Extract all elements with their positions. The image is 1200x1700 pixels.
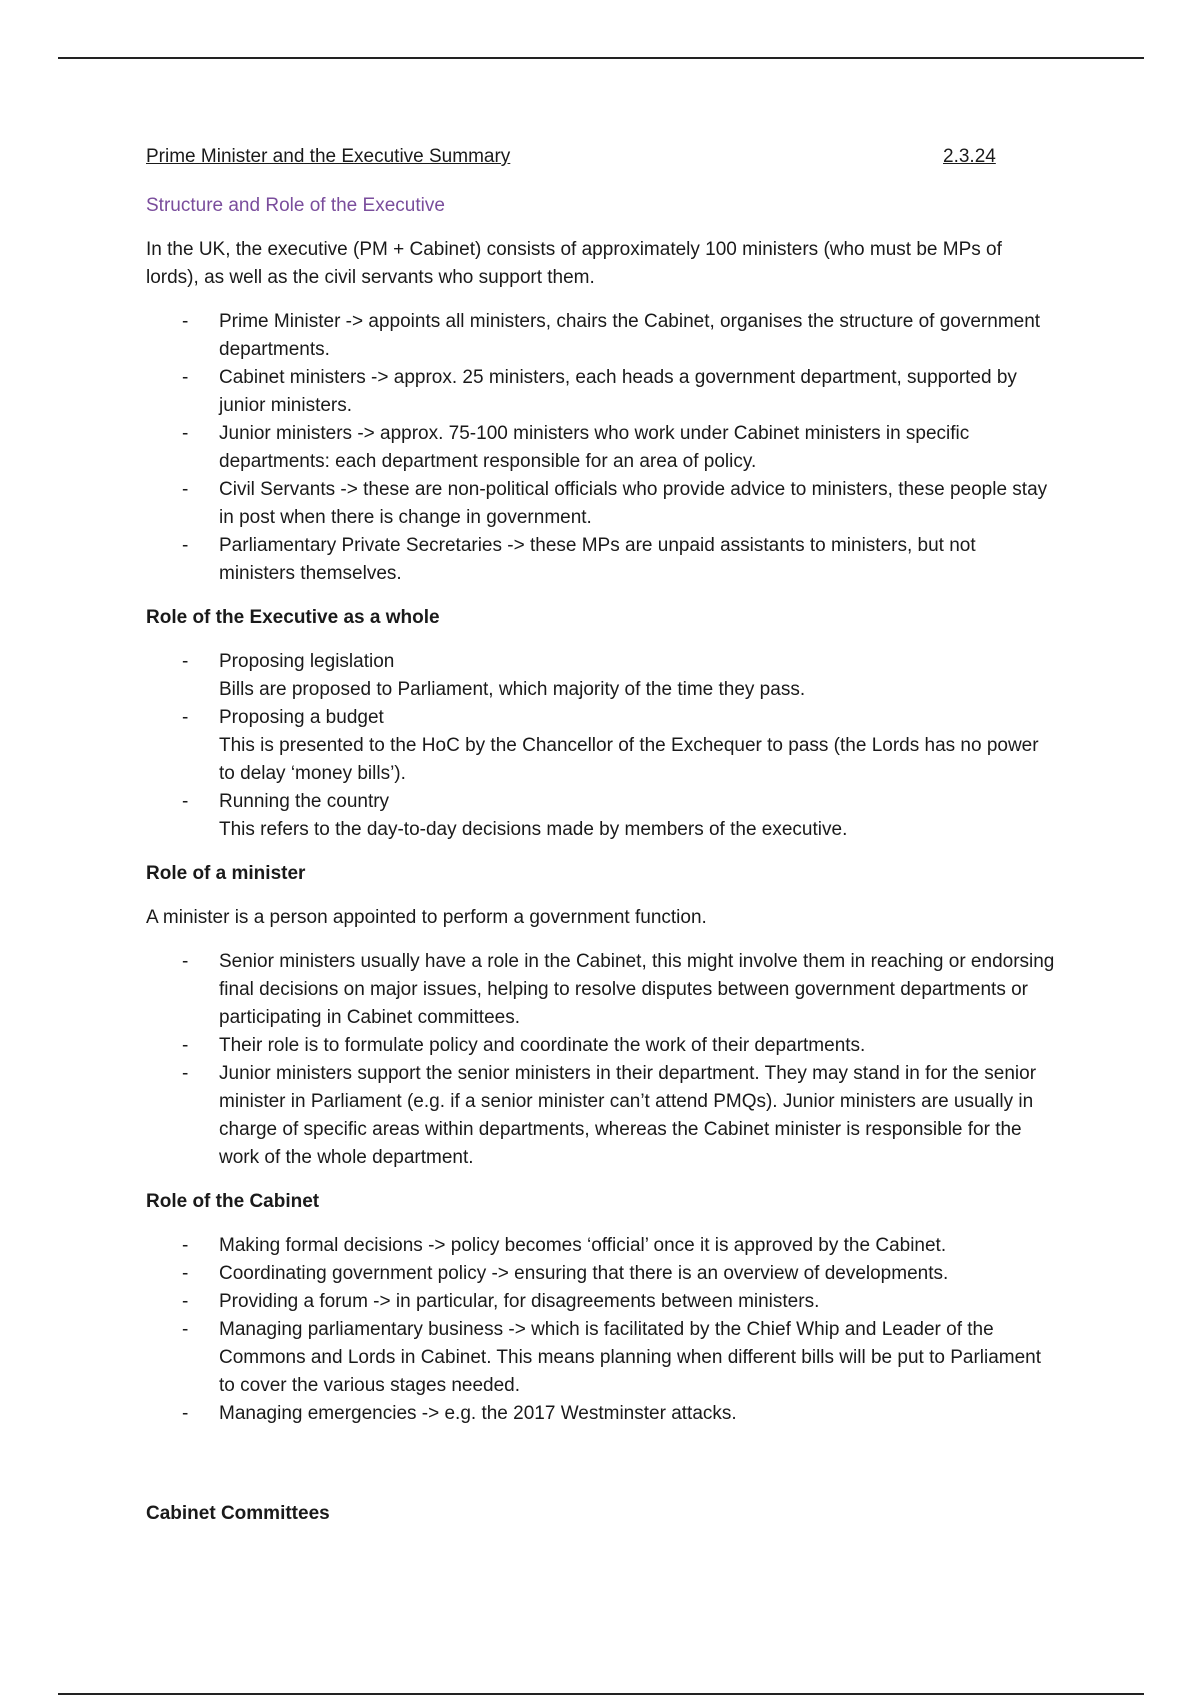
list-item-text: Prime Minister -> appoints all ministers, chairs the Cabinet, organises the structure of government departments.	[219, 311, 1041, 360]
list-item-text: Parliamentary Private Secretaries -> these MPs are unpaid assistants to ministers, but not ministers themselves.	[219, 535, 976, 584]
list-item-text: Managing parliamentary business -> which is facilitated by the Chief Whip and Leader of the Commons and Lords in Cabinet. This means planning when different bills will be put to Parliament to cover the various stages needed.	[219, 1319, 1042, 1396]
list-item-title: Proposing a budget	[219, 707, 384, 728]
list-item	[146, 648, 1056, 704]
page-title: Prime Minister and the Executive Summary	[146, 146, 511, 167]
list-item-detail: Bills are proposed to Parliament, which majority of the time they pass.	[219, 679, 806, 700]
intro-paragraph: In the UK, the executive (PM + Cabinet) consists of approximately 100 ministers (who must be MPs of lords), as well as the civil servants who support them.	[146, 239, 1002, 288]
bullet-marker: -	[182, 535, 189, 556]
section-heading-cabinet-committees: Cabinet Committees	[146, 1503, 330, 1524]
list-item	[146, 1032, 1056, 1060]
list-item	[146, 1260, 1056, 1288]
list-item	[146, 1232, 1056, 1260]
bullet-marker: -	[182, 651, 189, 672]
title-row	[146, 146, 1056, 172]
list-item-text: Civil Servants -> these are non-political officials who provide advice to ministers, these people stay in post when there is change in government.	[219, 479, 1048, 528]
section-heading-cabinet-role: Role of the Cabinet	[146, 1191, 320, 1212]
list-item-text: Senior ministers usually have a role in the Cabinet, this might involve them in reaching or endorsing final decisions on major issues, helping to resolve disputes between government departments or participating in Cabinet committees.	[219, 951, 1055, 1028]
list-item	[146, 1400, 1056, 1428]
list-item	[146, 532, 1056, 588]
bullet-marker: -	[182, 479, 189, 500]
cabinet-role-list	[146, 1232, 1056, 1428]
list-item-text: Junior ministers support the senior ministers in their department. They may stand in for the senior minister in Parliament (e.g. if a senior minister can’t attend PMQs). Junior ministers are usually in charge of specific areas within departments, whereas the Cabinet minister is responsible for the work of the whole department.	[219, 1063, 1037, 1168]
bullet-marker: -	[182, 1291, 189, 1312]
bullet-marker: -	[182, 791, 189, 812]
list-item-detail: This refers to the day-to-day decisions made by members of the executive.	[219, 819, 848, 840]
list-item	[146, 1060, 1056, 1172]
minister-intro-paragraph: A minister is a person appointed to perform a government function.	[146, 907, 707, 928]
bullet-marker: -	[182, 1035, 189, 1056]
list-item-text: Managing emergencies -> e.g. the 2017 Westminster attacks.	[219, 1403, 737, 1424]
list-item	[146, 364, 1056, 420]
list-item-detail: This is presented to the HoC by the Chancellor of the Exchequer to pass (the Lords has no power to delay ‘money bills’).	[219, 735, 1039, 784]
list-item	[146, 476, 1056, 532]
bullet-marker: -	[182, 1319, 189, 1340]
document-date: 2.3.24	[943, 146, 996, 167]
list-item-title: Proposing legislation	[219, 651, 395, 672]
list-item	[146, 948, 1056, 1032]
bullet-marker: -	[182, 367, 189, 388]
bullet-marker: -	[182, 1063, 189, 1084]
bullet-marker: -	[182, 423, 189, 444]
section-heading-structure: Structure and Role of the Executive	[146, 195, 445, 216]
bullet-marker: -	[182, 1403, 189, 1424]
list-item-text: Making formal decisions -> policy becomes ‘official’ once it is approved by the Cabinet.	[219, 1235, 947, 1256]
list-item	[146, 308, 1056, 364]
document-body	[146, 146, 1056, 1528]
list-item	[146, 1288, 1056, 1316]
section-heading-minister-role: Role of a minister	[146, 863, 306, 884]
list-item-text: Their role is to formulate policy and coordinate the work of their departments.	[219, 1035, 866, 1056]
list-item-text: Coordinating government policy -> ensuring that there is an overview of developments.	[219, 1263, 949, 1284]
footer-rule	[58, 1693, 1144, 1695]
bullet-marker: -	[182, 707, 189, 728]
section-heading-executive-role: Role of the Executive as a whole	[146, 607, 440, 628]
bullet-marker: -	[182, 951, 189, 972]
list-item	[146, 420, 1056, 476]
list-item	[146, 788, 1056, 844]
spacer	[146, 1428, 1056, 1484]
list-item-title: Running the country	[219, 791, 390, 812]
bullet-marker: -	[182, 1263, 189, 1284]
list-item-text: Cabinet ministers -> approx. 25 ministers, each heads a government department, supported by junior ministers.	[219, 367, 1017, 416]
list-item	[146, 704, 1056, 788]
structure-list	[146, 308, 1056, 588]
list-item	[146, 1316, 1056, 1400]
bullet-marker: -	[182, 1235, 189, 1256]
list-item-text: Junior ministers -> approx. 75-100 ministers who work under Cabinet ministers in specific departments: each department responsible for an area of policy.	[219, 423, 970, 472]
executive-role-list	[146, 648, 1056, 844]
bullet-marker: -	[182, 311, 189, 332]
list-item-text: Providing a forum -> in particular, for disagreements between ministers.	[219, 1291, 820, 1312]
minister-role-list	[146, 948, 1056, 1172]
header-rule	[58, 57, 1144, 59]
